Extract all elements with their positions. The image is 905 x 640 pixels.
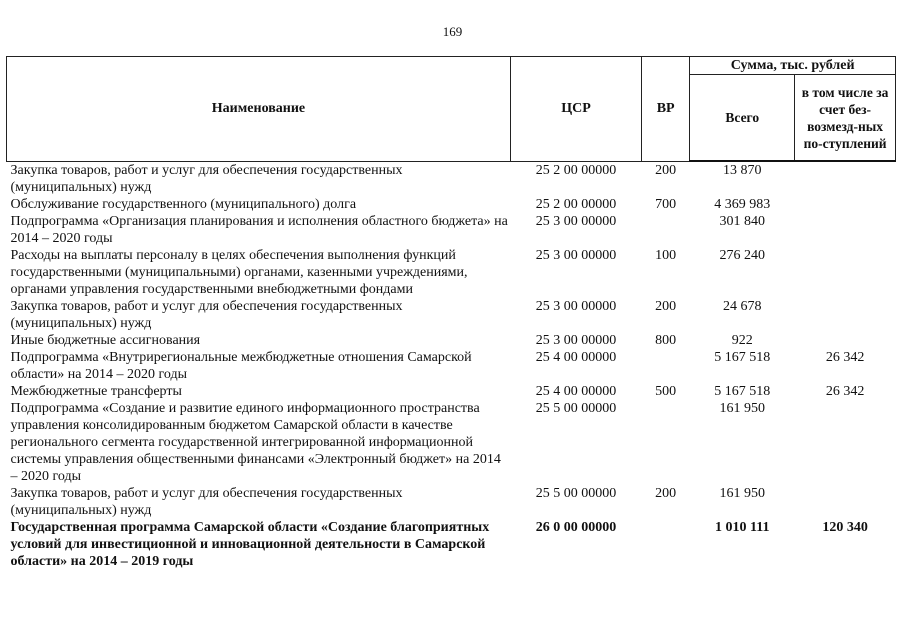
cell-total: 4 369 983 xyxy=(714,196,771,212)
cell-grant xyxy=(795,213,896,247)
cell-name: Закупка товаров, работ и услуг для обеспечения государственных (муниципальных) нужд xyxy=(10,485,403,518)
cell-grant xyxy=(795,485,896,519)
cell-name: Закупка товаров, работ и услуг для обеспечения государственных (муниципальных) нужд xyxy=(10,298,403,331)
header-grant: в том числе за счет без-возмезд-ных по-ступлений xyxy=(795,75,896,162)
header-name: Наименование xyxy=(7,57,511,162)
cell-vr: 200 xyxy=(655,162,677,178)
cell-total: 24 678 xyxy=(723,298,762,314)
cell-total: 161 950 xyxy=(719,400,766,416)
page-number: 169 xyxy=(442,24,463,39)
cell-name: Обслуживание государственного (муниципального) долга xyxy=(10,196,357,212)
table-row xyxy=(7,213,896,247)
cell-name: Расходы на выплаты персоналу в целях обеспечения выполнения функций государственными (муниципальными) органами, казенными учреждениями, органами управления государственными внебюджетными фондами xyxy=(10,247,468,297)
cell-csr: 25 2 00 00000 xyxy=(535,162,617,178)
cell-csr: 25 5 00 00000 xyxy=(535,485,617,501)
cell-csr: 25 2 00 00000 xyxy=(535,196,617,212)
cell-grant xyxy=(795,247,896,298)
table-row xyxy=(7,247,896,298)
cell-grant xyxy=(795,332,896,349)
table-row xyxy=(7,332,896,349)
cell-grant: 26 342 xyxy=(825,349,865,365)
cell-csr: 25 3 00 00000 xyxy=(535,298,617,314)
cell-vr: 100 xyxy=(655,247,677,263)
cell-name: Межбюджетные трансферты xyxy=(10,383,182,399)
header-vr: ВР xyxy=(641,57,689,162)
cell-csr: 25 4 00 00000 xyxy=(535,349,617,365)
cell-grant xyxy=(795,298,896,332)
cell-csr: 26 0 00 00000 xyxy=(535,519,617,535)
cell-vr: 200 xyxy=(655,485,677,501)
cell-csr: 25 4 00 00000 xyxy=(535,383,617,399)
cell-total: 5 167 518 xyxy=(714,349,771,365)
cell-grant xyxy=(795,196,896,213)
cell-total: 276 240 xyxy=(719,247,766,263)
table-body xyxy=(7,161,896,570)
table-row xyxy=(7,485,896,519)
table-header xyxy=(7,57,896,162)
cell-total: 1 010 111 xyxy=(715,519,770,535)
cell-total: 13 870 xyxy=(723,163,762,178)
cell-vr: 700 xyxy=(655,196,677,212)
cell-name: Подпрограмма «Создание и развитие единого информационного пространства управления консолидированным бюджетом Самарской области в качестве регионального сегмента государственной интегрированной информационной системы управления общественными финансами «Электронный бюджет» на 2014 – 2020 годы xyxy=(10,400,501,484)
table-row xyxy=(7,400,896,485)
table-row xyxy=(7,298,896,332)
cell-csr: 25 3 00 00000 xyxy=(535,213,617,229)
cell-total: 301 840 xyxy=(719,213,766,229)
cell-csr: 25 3 00 00000 xyxy=(535,332,617,348)
cell-grant: 26 342 xyxy=(825,383,865,399)
header-sum-group: Сумма, тыс. рублей xyxy=(690,57,896,75)
cell-grant xyxy=(795,400,896,485)
cell-vr: 200 xyxy=(655,298,677,314)
table-row xyxy=(7,196,896,213)
budget-table xyxy=(6,56,896,570)
cell-total: 922 xyxy=(731,332,753,348)
cell-name: Государственная программа Самарской области «Создание благоприятных условий для инвестиционной и инновационной деятельности в Самарской области» на 2014 – 2019 годы xyxy=(10,519,490,569)
cell-grant xyxy=(795,161,896,196)
cell-csr: 25 5 00 00000 xyxy=(535,400,617,416)
cell-vr xyxy=(641,519,689,570)
cell-grant: 120 340 xyxy=(822,519,868,535)
cell-name: Подпрограмма «Внутрирегиональные межбюджетные отношения Самарской области» на 2014 – 2020 годы xyxy=(10,349,472,382)
table-row xyxy=(7,161,896,196)
cell-vr xyxy=(641,400,689,485)
cell-total: 161 950 xyxy=(719,485,766,501)
header-total: Всего xyxy=(690,75,795,162)
table-row xyxy=(7,519,896,570)
cell-vr: 500 xyxy=(655,383,677,399)
cell-total: 5 167 518 xyxy=(714,383,771,399)
table-row xyxy=(7,349,896,383)
cell-csr: 25 3 00 00000 xyxy=(535,247,617,263)
cell-name: Закупка товаров, работ и услуг для обеспечения государственных (муниципальных) нужд xyxy=(10,162,403,195)
cell-name: Подпрограмма «Организация планирования и исполнения областного бюджета» на 2014 – 2020 годы xyxy=(10,213,508,246)
cell-vr: 800 xyxy=(655,332,677,348)
cell-name: Иные бюджетные ассигнования xyxy=(10,332,201,348)
cell-vr xyxy=(641,213,689,247)
cell-vr xyxy=(641,349,689,383)
table-row xyxy=(7,383,896,400)
header-csr: ЦСР xyxy=(510,57,641,162)
